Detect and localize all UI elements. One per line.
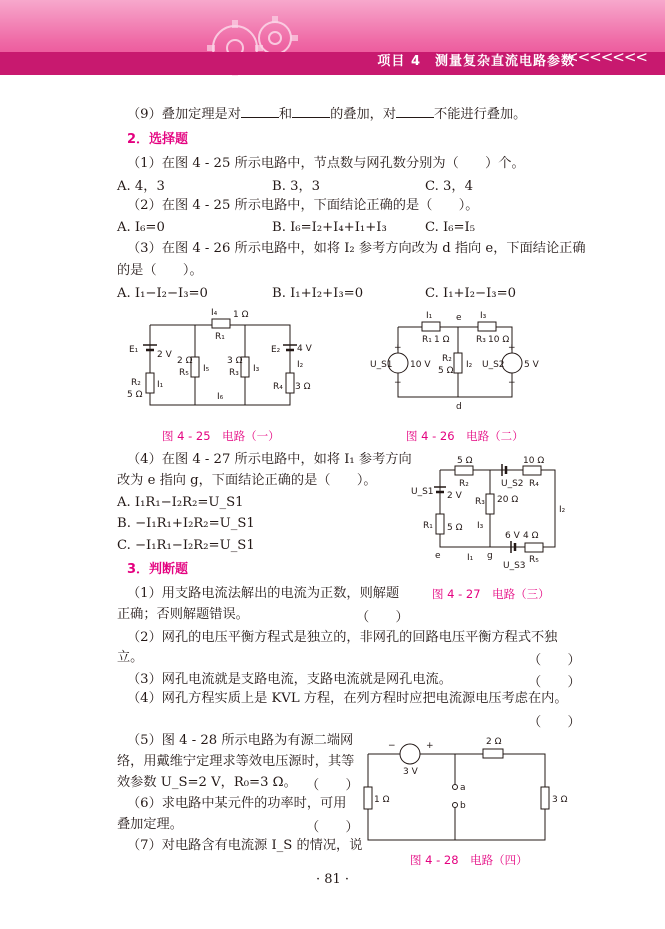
- tf6-answer: （ ）: [306, 820, 359, 835]
- fig27-label-r3: R₃: [475, 497, 485, 507]
- section-heading-choice: 2．选择题: [127, 132, 189, 147]
- tf2-line-1: （2）网孔的电压平衡方程式是独立的，非网孔的回路电压平衡方程式不独: [127, 630, 558, 645]
- fig27-label-g: g: [487, 551, 493, 561]
- fig25-label-e2: E₂: [271, 345, 281, 355]
- fig25-label-e2v: 4 V: [297, 344, 312, 354]
- fig28-label-b: b: [460, 801, 466, 811]
- fig26-label-r3: R₃: [476, 335, 486, 345]
- fig27-label-r3v: 20 Ω: [497, 495, 519, 505]
- tf6-line-2: 叠加定理。: [117, 817, 183, 832]
- mc2-option-c: C. I₆=I₅: [425, 220, 476, 235]
- fig25-label-r3v: 3 Ω: [227, 356, 243, 366]
- tf5-line-2: 络，用戴维宁定理求等效电压源时，其等: [117, 754, 355, 769]
- fig26-label-minus-1: −: [394, 378, 402, 388]
- fig25-label-r1: R₁: [215, 332, 225, 342]
- fig26-label-us2: U_S2: [482, 360, 505, 370]
- fig27-label-r4: R₄: [529, 479, 539, 489]
- fig26-label-r2: R₂: [442, 354, 452, 364]
- fig27-label-r2: R₂: [459, 479, 469, 489]
- mc2-stem: （2）在图 4 - 25 所示电路中，下面结论正确的是（ ）。: [127, 198, 479, 213]
- tf5-line-3: 效参数 U_S=2 V，R₀=3 Ω。: [117, 775, 297, 790]
- fig27-label-r5v: 4 Ω: [523, 531, 539, 541]
- tf2-answer: （ ）: [528, 653, 581, 668]
- fig27-label-i3: I₃: [477, 521, 484, 531]
- fig25-label-r1v: 1 Ω: [233, 310, 249, 320]
- fig26-label-r1: R₁: [422, 335, 432, 345]
- tf3-answer: （ ）: [528, 675, 581, 690]
- figure-4-28-caption: 图 4 - 28 电路（四）: [410, 853, 528, 867]
- figure-4-25-caption: 图 4 - 25 电路（一）: [162, 429, 280, 443]
- tf1-answer: （ ）: [356, 610, 409, 625]
- fig27-label-r1v: 5 Ω: [447, 523, 463, 533]
- mc3-option-a: A. I₁−I₂−I₃=0: [117, 286, 208, 301]
- fig28-label-v: 3 V: [403, 767, 418, 777]
- figure-4-27-caption: 图 4 - 27 电路（三）: [432, 587, 550, 601]
- mc1-option-c: C. 3，4: [425, 179, 473, 194]
- chevron-decoration-icon: <<<<<<<: [566, 48, 647, 66]
- question-9: （9）叠加定理是对 和 的叠加，对 不能进行叠加。: [127, 107, 527, 122]
- fig27-label-us1v: 2 V: [447, 491, 462, 501]
- fig27-label-r2v: 5 Ω: [457, 456, 473, 466]
- fig27-label-e: e: [435, 551, 441, 561]
- mc4-option-b: B. −I₁R₁+I₂R₂=U_S1: [117, 516, 255, 531]
- mc1-stem: （1）在图 4 - 25 所示电路中，节点数与网孔数分别为（ ）个。: [127, 156, 525, 171]
- fig25-label-r3: R₃: [229, 368, 239, 378]
- mc1-option-a: A. 4，3: [117, 179, 165, 194]
- fig26-label-r1v: 1 Ω: [434, 335, 450, 345]
- mc2-option-a: A. I₆=0: [117, 220, 165, 235]
- fig28-label-r3: 3 Ω: [552, 795, 568, 805]
- mc3-stem-2: 的是（ ）。: [117, 263, 203, 278]
- fig27-label-r4v: 10 Ω: [523, 456, 545, 466]
- fig25-label-i5: I₅: [203, 364, 210, 374]
- fig27-label-us2: U_S2: [501, 479, 524, 489]
- fig26-label-r3v: 10 Ω: [488, 335, 510, 345]
- figure-4-27-circuit: [405, 452, 565, 577]
- fig27-label-r1: R₁: [423, 521, 433, 531]
- fig26-label-i1: I₁: [426, 311, 433, 321]
- fig27-label-r5: R₅: [529, 555, 539, 565]
- tf6-line-1: （6）求电路中某元件的功率时，可用: [127, 796, 347, 811]
- fig26-label-minus-2: −: [508, 378, 516, 388]
- figure-4-28-circuit: [358, 732, 573, 844]
- page-number: · 81 ·: [315, 872, 350, 887]
- fig25-label-r4: R₄: [273, 382, 283, 392]
- fig25-label-i3: I₃: [253, 364, 260, 374]
- fig26-label-i3: I₃: [480, 311, 487, 321]
- fig26-label-us2v: 5 V: [524, 360, 539, 370]
- mc1-option-b: B. 3，3: [272, 179, 321, 194]
- tf5-answer: （ ）: [306, 778, 359, 793]
- section-heading-judgement: 3．判断题: [127, 562, 189, 577]
- fig25-label-e1v: 2 V: [157, 350, 172, 360]
- figure-4-25-circuit: [115, 305, 315, 415]
- mc3-option-c: C. I₁+I₂−I₃=0: [425, 286, 517, 301]
- tf1-line-1: （1）用支路电流法解出的电流为正数，则解题: [127, 586, 400, 601]
- tf4-answer: （ ）: [528, 715, 581, 730]
- mc3-option-b: B. I₁+I₂+I₃=0: [272, 286, 364, 301]
- fig28-label-plus: +: [426, 741, 434, 751]
- fig28-label-minus: −: [388, 741, 396, 751]
- fig26-label-i2: I₂: [466, 360, 473, 370]
- tf3-line-1: （3）网孔电流就是支路电流，支路电流就是网孔电流。: [127, 672, 452, 687]
- fig26-label-plus-1: +: [394, 343, 402, 353]
- fig26-label-plus-2: +: [508, 343, 516, 353]
- mc2-option-b: B. I₆=I₂+I₄+I₁+I₃: [272, 220, 387, 235]
- fig25-label-r5: R₅: [179, 368, 189, 378]
- fig27-label-us1: U_S1: [411, 487, 434, 497]
- fig26-label-e: e: [456, 313, 462, 323]
- fig25-label-i6: I₆: [217, 392, 224, 402]
- fig26-label-us1: U_S1: [370, 360, 393, 370]
- figure-4-26-caption: 图 4 - 26 电路（二）: [406, 429, 524, 443]
- fig25-label-i4: I₄: [211, 308, 218, 318]
- chapter-title: 项目 4 测量复杂直流电路参数: [377, 54, 575, 69]
- fig25-label-i1: I₁: [157, 380, 164, 390]
- fig25-label-r2: R₂: [131, 378, 141, 388]
- tf2-line-2: 立。: [117, 650, 144, 665]
- tf4-line-1: （4）网孔方程实质上是 KVL 方程，在列方程时应把电流源电压考虑在内。: [127, 691, 568, 706]
- mc4-stem-1: （4）在图 4 - 27 所示电路中，如将 I₁ 参考方向: [127, 452, 412, 467]
- mc4-option-a: A. I₁R₁−I₂R₂=U_S1: [117, 495, 244, 510]
- fig28-label-a: a: [460, 783, 466, 793]
- fig28-label-r2: 2 Ω: [486, 737, 502, 747]
- fig28-label-r1: 1 Ω: [374, 795, 390, 805]
- fig25-label-r4v: 3 Ω: [295, 382, 311, 392]
- fig25-label-r5v: 2 Ω: [177, 356, 193, 366]
- fig27-label-i2: I₂: [559, 505, 565, 515]
- tf5-line-1: （5）图 4 - 28 所示电路为有源二端网: [127, 733, 354, 748]
- fig27-label-us3v: 6 V: [505, 531, 520, 541]
- mc3-stem-1: （3）在图 4 - 26 所示电路中，如将 I₂ 参考方向改为 d 指向 e，下面结论正确: [127, 241, 586, 256]
- fig27-label-i1: I₁: [467, 553, 474, 563]
- fig25-label-r2v: 5 Ω: [127, 390, 143, 400]
- fig25-label-e1: E₁: [129, 345, 139, 355]
- mc4-option-c: C. −I₁R₁−I₂R₂=U_S1: [117, 538, 255, 553]
- tf1-line-2: 正确；否则解题错误。: [117, 607, 249, 622]
- figure-4-26-circuit: [370, 305, 550, 410]
- fig26-label-r2v: 5 Ω: [438, 366, 454, 376]
- fig26-label-us1v: 10 V: [410, 360, 431, 370]
- fig26-label-d: d: [456, 402, 462, 410]
- fig27-label-us3: U_S3: [503, 561, 526, 571]
- mc4-stem-2: 改为 e 指向 g，下面结论正确的是（ ）。: [117, 473, 377, 488]
- tf7-line-1: （7）对电路含有电流源 I_S 的情况，说: [127, 838, 363, 853]
- fig25-label-i2: I₂: [297, 360, 304, 370]
